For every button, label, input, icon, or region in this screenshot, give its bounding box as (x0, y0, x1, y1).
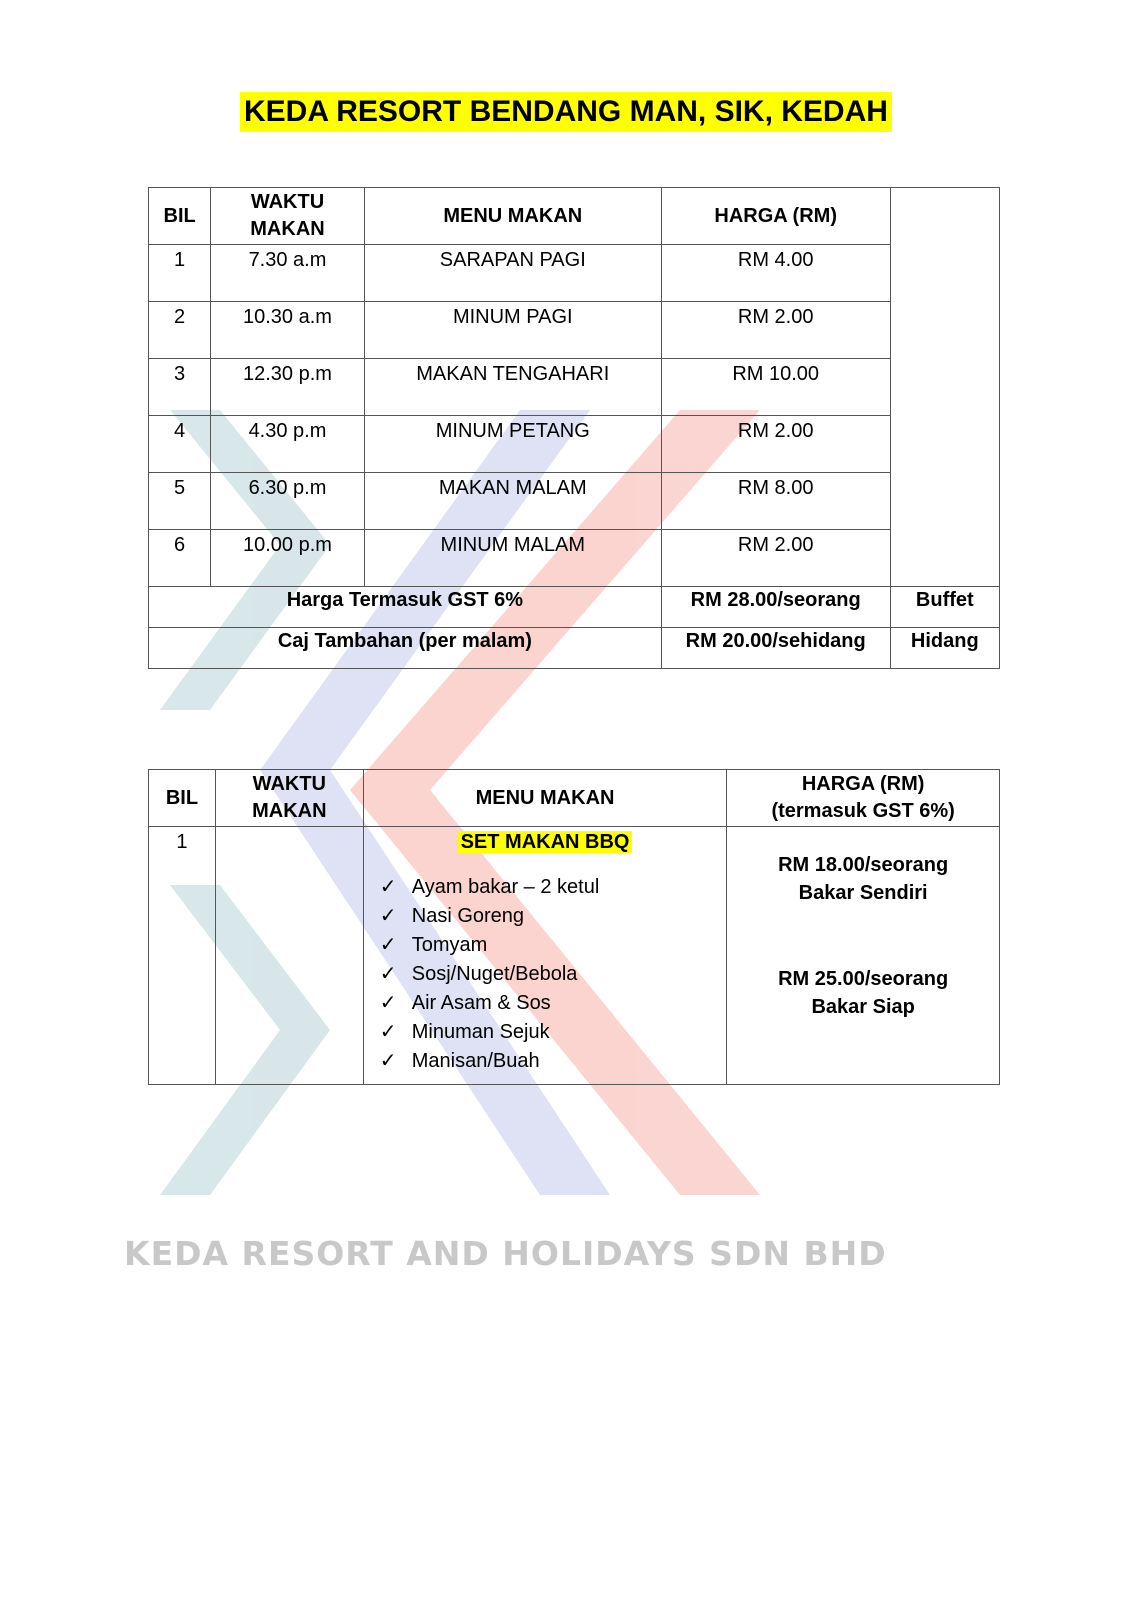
cell-waktu (215, 827, 363, 1085)
footer-row-extra-charge (149, 628, 1000, 669)
bbq-set-table (148, 769, 1000, 1085)
cell-menu: SARAPAN PAGI (364, 245, 661, 302)
cell-bil: 4 (149, 416, 211, 473)
cell-bil: 2 (149, 302, 211, 359)
item-label: Air Asam & Sos (411, 992, 551, 1014)
footer-row-gst (149, 587, 1000, 628)
cell-harga: RM 10.00 (661, 359, 890, 416)
cell-bil: 1 (149, 827, 216, 1085)
price-label: Bakar Siap (811, 996, 915, 1018)
header-bil: BIL (149, 188, 211, 245)
cell-bil: 1 (149, 245, 211, 302)
cell-harga: RM 2.00 (661, 530, 890, 587)
footer-type: Hidang (890, 628, 999, 669)
table-row (149, 359, 1000, 416)
header-waktu-makan: WAKTU MAKAN (215, 770, 363, 827)
footer-price: RM 28.00/seorang (661, 587, 890, 628)
cell-menu: MINUM PAGI (364, 302, 661, 359)
table-header-row (149, 188, 1000, 245)
cell-menu (363, 827, 727, 1085)
cell-harga (727, 827, 1000, 1085)
header-harga-line1: HARGA (RM) (801, 773, 925, 795)
table-row (149, 827, 1000, 1085)
cell-waktu: 12.30 p.m (211, 359, 365, 416)
bbq-item-list (368, 872, 723, 1075)
cell-bil: 6 (149, 530, 211, 587)
item-label: Sosj/Nuget/Bebola (411, 963, 578, 985)
header-waktu-makan: WAKTU MAKAN (211, 188, 365, 245)
set-title: SET MAKAN BBQ (458, 831, 633, 853)
table-row (149, 245, 1000, 302)
footer-type: Buffet (890, 587, 999, 628)
list-item (380, 1017, 723, 1046)
header-harga (727, 770, 1000, 827)
list-item (380, 959, 723, 988)
cell-menu: MAKAN MALAM (364, 473, 661, 530)
item-label: Tomyam (411, 934, 488, 956)
cell-menu: MINUM MALAM (364, 530, 661, 587)
footer-price: RM 20.00/sehidang (661, 628, 890, 669)
footer-label: Caj Tambahan (per malam) (149, 628, 662, 669)
cell-waktu: 4.30 p.m (211, 416, 365, 473)
empty-side-cell (890, 188, 999, 587)
list-item (380, 1046, 723, 1075)
cell-waktu: 10.30 a.m (211, 302, 365, 359)
cell-waktu: 7.30 a.m (211, 245, 365, 302)
item-label: Minuman Sejuk (411, 1021, 550, 1043)
price-label: Bakar Sendiri (798, 882, 928, 904)
price-option-self-grill (731, 851, 995, 907)
cell-waktu: 10.00 p.m (211, 530, 365, 587)
header-harga: HARGA (RM) (661, 188, 890, 245)
header-harga-line2: (termasuk GST 6%) (771, 800, 955, 822)
header-menu-makan: MENU MAKAN (364, 188, 661, 245)
table-row (149, 416, 1000, 473)
cell-harga: RM 2.00 (661, 416, 890, 473)
price-value: RM 18.00/seorang (778, 854, 949, 876)
table-row (149, 302, 1000, 359)
check-icon: ✓ (379, 990, 397, 1014)
cell-harga: RM 4.00 (661, 245, 890, 302)
list-item (380, 930, 723, 959)
table-header-row (149, 770, 1000, 827)
item-label: Manisan/Buah (411, 1050, 540, 1072)
item-label: Ayam bakar – 2 ketul (411, 876, 600, 898)
header-menu-makan: MENU MAKAN (363, 770, 727, 827)
cell-harga: RM 2.00 (661, 302, 890, 359)
check-icon: ✓ (379, 903, 397, 927)
check-icon: ✓ (379, 961, 397, 985)
header-bil: BIL (149, 770, 216, 827)
price-value: RM 25.00/seorang (778, 968, 949, 990)
table-row (149, 530, 1000, 587)
list-item (380, 872, 723, 901)
check-icon: ✓ (379, 874, 397, 898)
check-icon: ✓ (379, 1019, 397, 1043)
cell-bil: 3 (149, 359, 211, 416)
price-option-ready-grill (731, 965, 995, 1021)
footer-brand: KEDA RESORT AND HOLIDAYS SDN BHD (124, 1234, 887, 1273)
cell-menu: MAKAN TENGAHARI (364, 359, 661, 416)
cell-bil: 5 (149, 473, 211, 530)
page-title: KEDA RESORT BENDANG MAN, SIK, KEDAH (240, 92, 892, 132)
check-icon: ✓ (379, 1048, 397, 1072)
list-item (380, 988, 723, 1017)
meal-schedule-table (148, 187, 1000, 669)
cell-waktu: 6.30 p.m (211, 473, 365, 530)
check-icon: ✓ (379, 932, 397, 956)
item-label: Nasi Goreng (411, 905, 525, 927)
footer-label: Harga Termasuk GST 6% (149, 587, 662, 628)
table-row (149, 473, 1000, 530)
cell-menu: MINUM PETANG (364, 416, 661, 473)
list-item (380, 901, 723, 930)
cell-harga: RM 8.00 (661, 473, 890, 530)
